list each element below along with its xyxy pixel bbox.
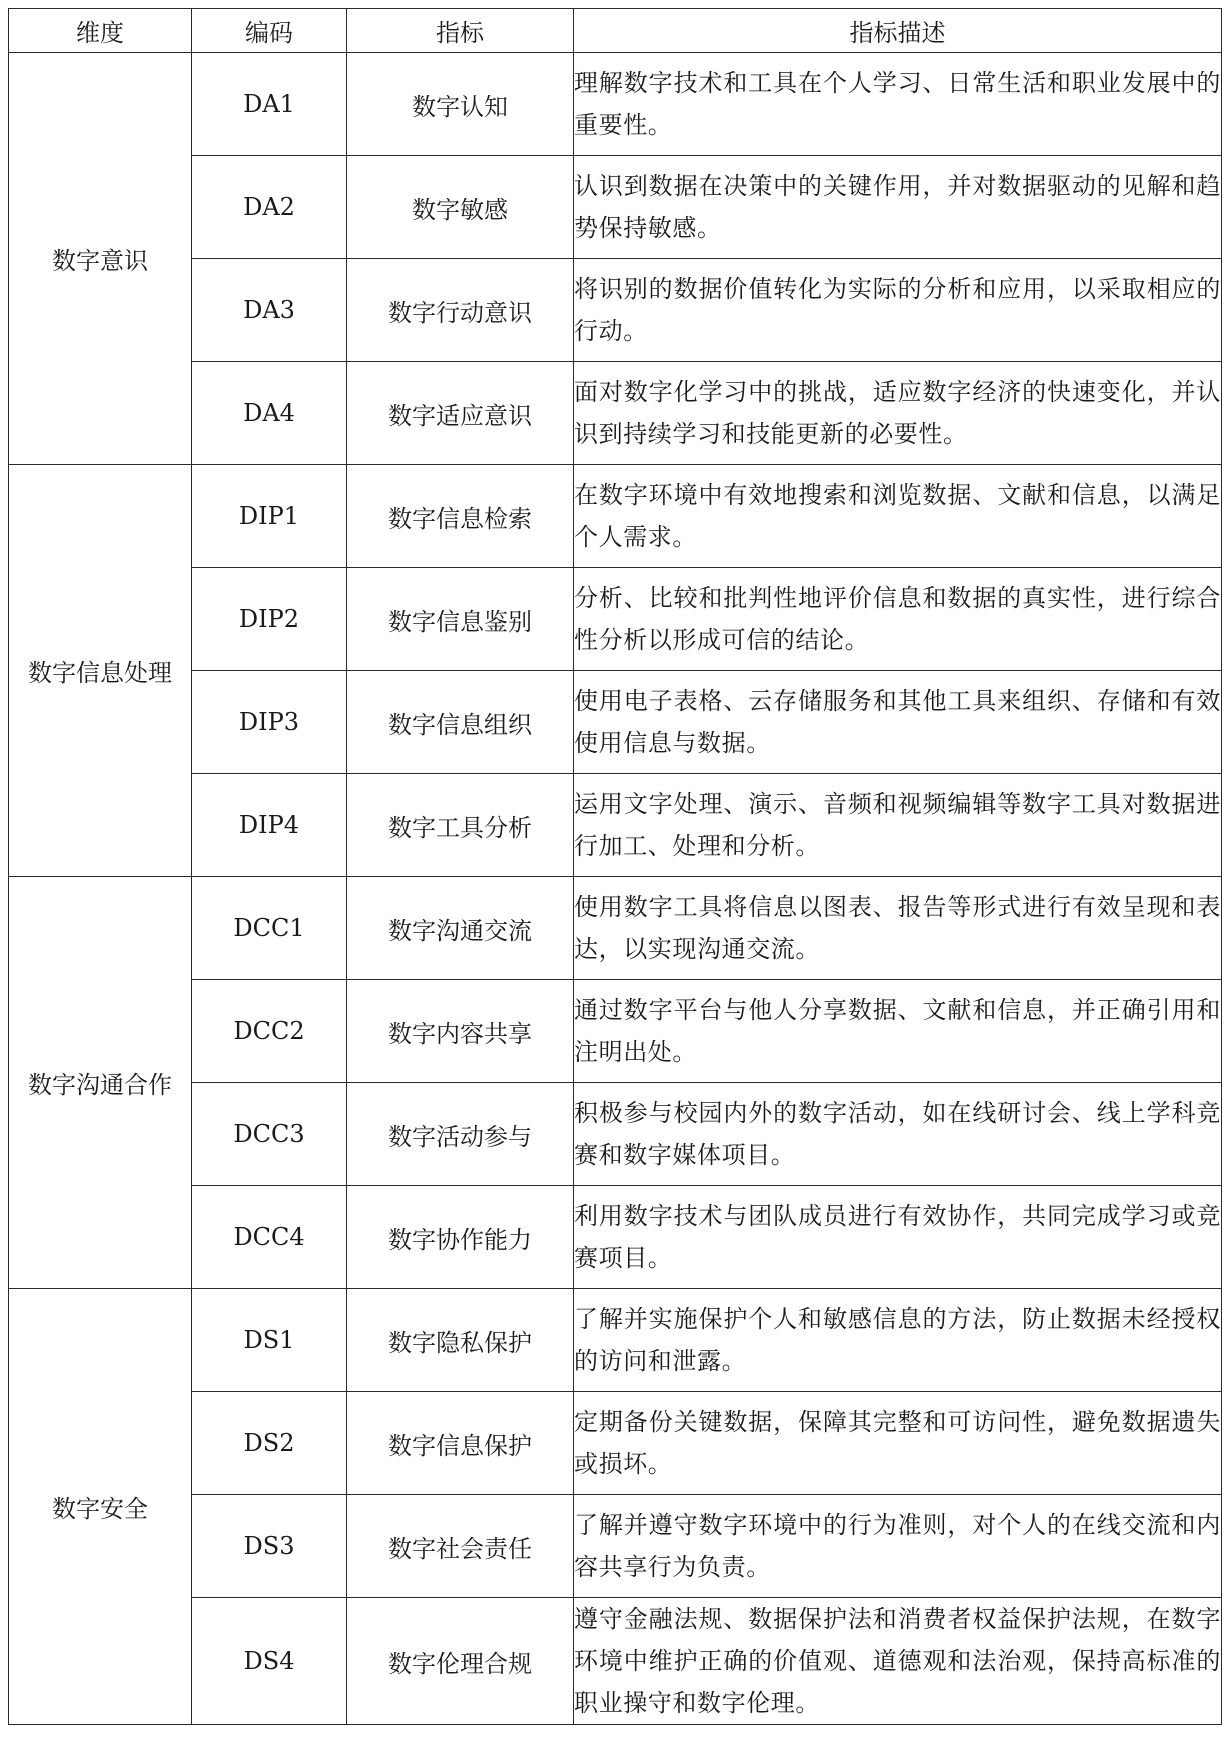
table-row — [9, 877, 1222, 980]
indicator-cell: 数字信息保护 — [347, 1392, 574, 1495]
code-cell: DS4 — [192, 1598, 347, 1725]
indicator-cell: 数字适应意识 — [347, 362, 574, 465]
code-cell: DS1 — [192, 1289, 347, 1392]
dimension-cell: 数字沟通合作 — [9, 877, 192, 1289]
code-cell: DIP2 — [192, 568, 347, 671]
indicator-cell: 数字内容共享 — [347, 980, 574, 1083]
description-cell: 认识到数据在决策中的关键作用，并对数据驱动的见解和趋势保持敏感。 — [574, 156, 1222, 259]
indicator-cell: 数字认知 — [347, 53, 574, 156]
dimension-cell: 数字信息处理 — [9, 465, 192, 877]
code-cell: DIP1 — [192, 465, 347, 568]
code-cell: DS2 — [192, 1392, 347, 1495]
description-cell: 面对数字化学习中的挑战，适应数字经济的快速变化，并认识到持续学习和技能更新的必要性。 — [574, 362, 1222, 465]
indicator-table — [8, 8, 1222, 1725]
code-cell: DA1 — [192, 53, 347, 156]
header-description: 指标描述 — [574, 9, 1222, 53]
header-code: 编码 — [192, 9, 347, 53]
description-cell: 运用文字处理、演示、音频和视频编辑等数字工具对数据进行加工、处理和分析。 — [574, 774, 1222, 877]
indicator-cell: 数字信息组织 — [347, 671, 574, 774]
indicator-cell: 数字伦理合规 — [347, 1598, 574, 1725]
code-cell: DCC4 — [192, 1186, 347, 1289]
table-row — [9, 465, 1222, 568]
indicator-cell: 数字信息检索 — [347, 465, 574, 568]
indicator-cell: 数字敏感 — [347, 156, 574, 259]
code-cell: DA3 — [192, 259, 347, 362]
code-cell: DCC2 — [192, 980, 347, 1083]
dimension-cell: 数字安全 — [9, 1289, 192, 1725]
description-cell: 使用电子表格、云存储服务和其他工具来组织、存储和有效使用信息与数据。 — [574, 671, 1222, 774]
indicator-cell: 数字行动意识 — [347, 259, 574, 362]
indicator-cell: 数字协作能力 — [347, 1186, 574, 1289]
indicator-cell: 数字信息鉴别 — [347, 568, 574, 671]
description-cell: 使用数字工具将信息以图表、报告等形式进行有效呈现和表达，以实现沟通交流。 — [574, 877, 1222, 980]
description-cell: 利用数字技术与团队成员进行有效协作，共同完成学习或竞赛项目。 — [574, 1186, 1222, 1289]
header-dimension: 维度 — [9, 9, 192, 53]
code-cell: DA2 — [192, 156, 347, 259]
header-indicator: 指标 — [347, 9, 574, 53]
description-cell: 积极参与校园内外的数字活动，如在线研讨会、线上学科竞赛和数字媒体项目。 — [574, 1083, 1222, 1186]
table-row — [9, 1289, 1222, 1392]
description-cell: 了解并遵守数字环境中的行为准则，对个人的在线交流和内容共享行为负责。 — [574, 1495, 1222, 1598]
description-cell: 了解并实施保护个人和敏感信息的方法，防止数据未经授权的访问和泄露。 — [574, 1289, 1222, 1392]
indicator-cell: 数字工具分析 — [347, 774, 574, 877]
table-header-row — [9, 9, 1222, 53]
code-cell: DCC3 — [192, 1083, 347, 1186]
description-cell: 理解数字技术和工具在个人学习、日常生活和职业发展中的重要性。 — [574, 53, 1222, 156]
description-cell: 在数字环境中有效地搜索和浏览数据、文献和信息，以满足个人需求。 — [574, 465, 1222, 568]
description-cell: 将识别的数据价值转化为实际的分析和应用，以采取相应的行动。 — [574, 259, 1222, 362]
indicator-cell: 数字沟通交流 — [347, 877, 574, 980]
indicator-cell: 数字活动参与 — [347, 1083, 574, 1186]
code-cell: DIP4 — [192, 774, 347, 877]
description-cell: 定期备份关键数据，保障其完整和可访问性，避免数据遗失或损坏。 — [574, 1392, 1222, 1495]
code-cell: DS3 — [192, 1495, 347, 1598]
description-cell: 通过数字平台与他人分享数据、文献和信息，并正确引用和注明出处。 — [574, 980, 1222, 1083]
code-cell: DIP3 — [192, 671, 347, 774]
code-cell: DCC1 — [192, 877, 347, 980]
code-cell: DA4 — [192, 362, 347, 465]
description-cell: 遵守金融法规、数据保护法和消费者权益保护法规，在数字环境中维护正确的价值观、道德观和法治观，保持高标准的职业操守和数字伦理。 — [574, 1598, 1222, 1725]
indicator-cell: 数字社会责任 — [347, 1495, 574, 1598]
dimension-cell: 数字意识 — [9, 53, 192, 465]
indicator-cell: 数字隐私保护 — [347, 1289, 574, 1392]
description-cell: 分析、比较和批判性地评价信息和数据的真实性，进行综合性分析以形成可信的结论。 — [574, 568, 1222, 671]
table-row — [9, 53, 1222, 156]
